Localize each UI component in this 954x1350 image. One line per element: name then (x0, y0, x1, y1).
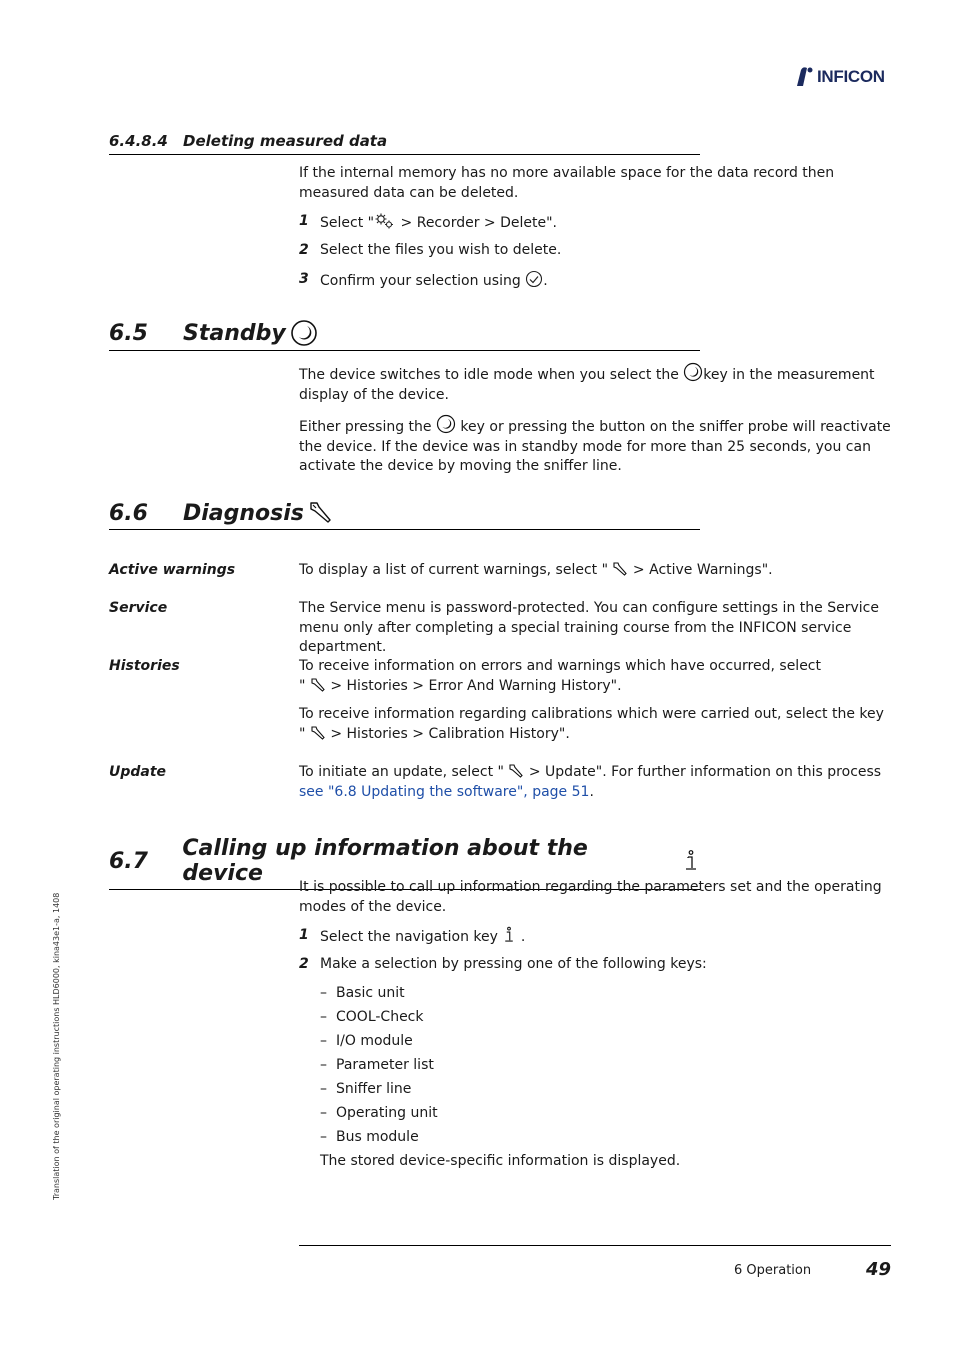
inficon-logo-icon (795, 66, 815, 88)
heading-title: Deleting measured data (183, 132, 388, 150)
step-1: 1 Select " > Recorder > Delete". (299, 213, 557, 231)
heading-number: 6.4.8.4 (109, 132, 168, 150)
heading-6-4-8-4 (109, 132, 700, 155)
label-service: Service (109, 600, 168, 616)
def-service: The Service menu is password-protected. You can configure settings in the Service menu only after completing a special training course from the INFICON service department. (299, 600, 879, 655)
heading-title: Diagnosis (183, 500, 304, 526)
logo-text: INFICON (817, 67, 885, 86)
page-number: 49 (866, 1259, 892, 1280)
standby-moon-icon (290, 319, 318, 347)
def-update: To initiate an update, select " > Update". For further information on this process see "6.8 Updating the software", page 51. (299, 764, 882, 800)
step-3: 3 Confirm your selection using . (299, 271, 548, 289)
standby-text: The device switches to idle mode when you select the key in the measurement display of the device. Either pressing the key or pressing the button on the sniffer probe will reactivate the device. If the device was in standby mode for more than 25 seconds, you can activate the device by moving the sniffer line. (299, 362, 891, 486)
footer-divider (299, 1245, 891, 1246)
inficon-logo (795, 66, 885, 88)
heading-title: Standby (183, 320, 286, 346)
intro-paragraph: If the internal memory has no more available space for the data record then measured data can be deleted. (299, 165, 835, 201)
info-key-icon (682, 849, 700, 873)
list-item: – COOL-Check (320, 1009, 424, 1025)
settings-gear-icon (374, 212, 396, 230)
list-item: – I/O module (320, 1033, 413, 1049)
list-item: – Parameter list (320, 1057, 434, 1073)
def-active-warnings: To display a list of current warnings, select " > Active Warnings". (299, 562, 773, 578)
result-text: The stored device-specific information is displayed. (320, 1153, 681, 1169)
info-key-icon (502, 926, 516, 944)
wrench-icon (310, 677, 326, 693)
step-2: 2 Make a selection by pressing one of the following keys: (299, 956, 707, 972)
wrench-icon (508, 763, 524, 779)
standby-moon-icon (436, 414, 456, 434)
wrench-icon (612, 561, 628, 577)
list-item: – Operating unit (320, 1105, 438, 1121)
heading-6-6: 6.6 Diagnosis (109, 500, 700, 530)
section-intro (299, 164, 891, 212)
wrench-icon (308, 500, 334, 526)
update-software-link[interactable]: see "6.8 Updating the software", page 51 (299, 783, 590, 800)
sidebar-note: Translation of the original operating instructions HLD6000, kina43e1-a, 1408 (52, 892, 61, 1200)
list-item: – Sniffer line (320, 1081, 412, 1097)
standby-moon-icon (683, 362, 703, 382)
confirm-check-icon (525, 270, 543, 288)
footer-section: 6 Operation (734, 1263, 812, 1278)
heading-6-5: 6.5 Standby (109, 319, 700, 351)
heading-6-7: 6.7 Calling up information about the device (109, 836, 700, 890)
list-item: – Bus module (320, 1129, 419, 1145)
label-active-warnings: Active warnings (109, 562, 236, 578)
step-1: 1 Select the navigation key . (299, 927, 526, 945)
heading-title: Calling up information about the device (182, 836, 588, 886)
step-2: 2 Select the files you wish to delete. (299, 242, 562, 258)
wrench-icon (310, 725, 326, 741)
label-update: Update (109, 764, 167, 780)
label-histories: Histories (109, 658, 180, 674)
section-intro: It is possible to call up information regarding the parameters set and the operating modes of the device. (299, 879, 882, 915)
list-item: – Basic unit (320, 985, 405, 1001)
def-histories: To receive information on errors and warnings which have occurred, select " > Histories > Error And Warning History". To receive information regarding calibrations which were carried out, select the key " > Histories > Calibration History". (299, 658, 884, 742)
